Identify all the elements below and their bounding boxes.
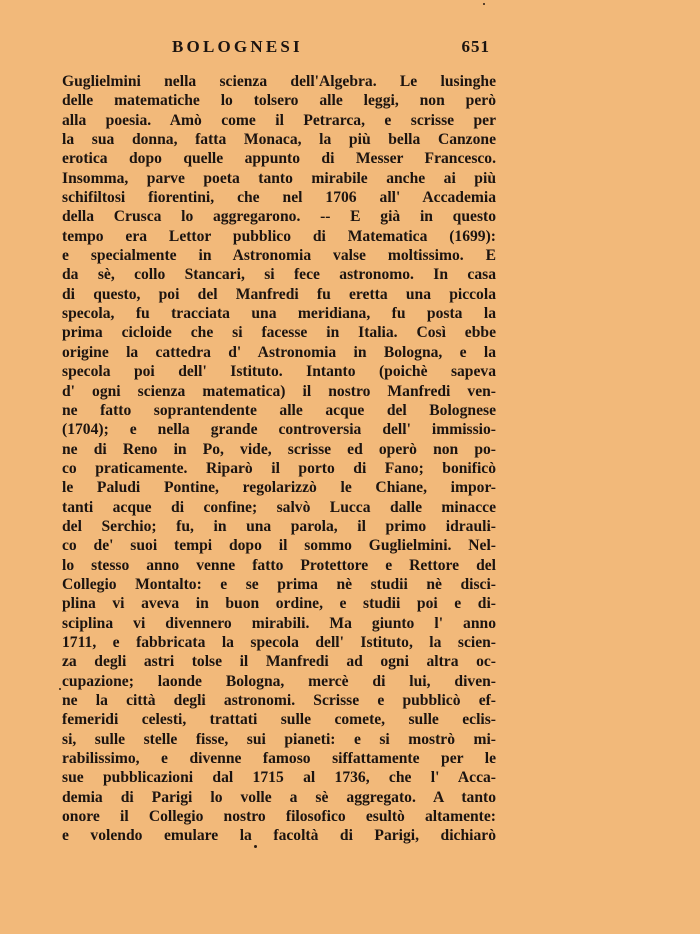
text-line: da sè, collo Stancari, si fece astronomo. In casa (62, 266, 496, 284)
text-line: delle matematiche lo tolsero alle leggi, non però (62, 92, 496, 110)
text-line: plina vi aveva in buon ordine, e studii poi e di- (62, 595, 496, 613)
body-text (62, 72, 496, 846)
text-line: (1704); e nella grande controversia dell' immissio- (62, 421, 496, 439)
text-line: lo stesso anno venne fatto Protettore e Rettore del (62, 556, 496, 574)
text-line: co praticamente. Riparò il porto di Fano; bonificò (62, 459, 496, 477)
text-line: 1711, e fabbricata la specola dell' Istituto, la scien- (62, 633, 496, 651)
text-line: specola, fu tracciata una meridiana, fu posta la (62, 305, 496, 323)
text-line: alla poesia. Amò come il Petrarca, e scrisse per (62, 111, 496, 129)
ink-speck (59, 688, 61, 690)
text-line: cupazione; laonde Bologna, mercè di lui, diven- (62, 672, 496, 690)
text-line: tanti acque di confine; salvò Lucca dalle minacce (62, 498, 496, 516)
text-line: sciplina vi divennero mirabili. Ma giunto l' anno (62, 614, 496, 632)
text-line: Guglielmini nella scienza dell'Algebra. Le lusinghe (62, 73, 496, 90)
text-line: ne fatto soprantendente alle acque del Bolognese (62, 401, 496, 419)
text-line: sue pubblicazioni dal 1715 al 1736, che l' Acca- (62, 769, 496, 787)
text-line: e specialmente in Astronomia valse moltissimo. E (62, 247, 496, 265)
text-line: onore il Collegio nostro filosofico esultò altamente: (62, 808, 496, 826)
text-line: femeridi celesti, trattati sulle comete, sulle eclis- (62, 711, 496, 729)
text-line: la sua donna, fatta Monaca, la più bella Canzone (62, 131, 496, 149)
ink-speck (483, 3, 485, 5)
running-head: BOLOGNESI (172, 37, 303, 56)
text-line: ne di Reno in Po, vide, scrisse ed operò non po- (62, 440, 496, 458)
text-line: Insomma, parve poeta tanto mirabile anche ai più (62, 169, 496, 187)
text-line: origine la cattedra d' Astronomia in Bologna, e la (62, 343, 496, 361)
text-line: za degli astri tolse il Manfredi ad ogni altra oc- (62, 653, 496, 671)
text-line: demia di Parigi lo volle a sè aggregato. A tanto (62, 788, 496, 806)
text-line: tempo era Lettor pubblico di Matematica (1699): (62, 227, 496, 245)
page-header (172, 37, 490, 61)
text-line: prima cicloide che si facesse in Italia. Così ebbe (62, 324, 496, 342)
text-line: d' ogni scienza matematica) il nostro Manfredi ven- (62, 382, 496, 400)
text-line: della Crusca lo aggregarono. -- E già in questo (62, 208, 496, 226)
text-line: ne la città degli astronomi. Scrisse e pubblicò ef- (62, 692, 496, 709)
text-line: di questo, poi del Manfredi fu eretta una piccola (62, 285, 496, 303)
text-line: erotica dopo quelle appunto di Messer Francesco. (62, 150, 496, 168)
text-line: co de' suoi tempi dopo il sommo Guglielmini. Nel- (62, 537, 496, 555)
page-number: 651 (461, 37, 490, 56)
ink-speck (254, 845, 257, 848)
text-line: si, sulle stelle fisse, sui pianeti: e si mostrò mi- (62, 730, 496, 748)
text-line: le Paludi Pontine, regolarizzò le Chiane, impor- (62, 479, 496, 497)
text-line: schifiltosi fiorentini, che nel 1706 all' Accademia (62, 189, 496, 207)
text-line: specola poi dell' Istituto. Intanto (poichè sapeva (62, 363, 496, 381)
text-line: Collegio Montalto: e se prima nè studii nè disci- (62, 575, 496, 593)
text-line: rabilissimo, e divenne famoso siffattamente per le (62, 750, 496, 768)
text-line: e volendo emulare la facoltà di Parigi, dichiarò (62, 827, 496, 845)
text-line: del Serchio; fu, in una parola, il primo idrauli- (62, 517, 496, 535)
